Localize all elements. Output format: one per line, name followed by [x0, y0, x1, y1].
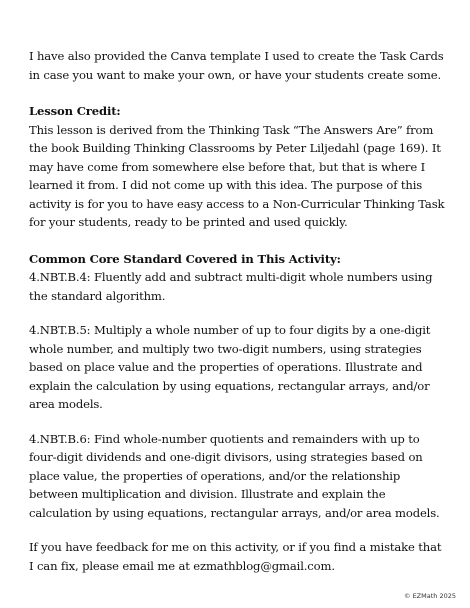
lesson-credit-paragraph: This lesson is derived from the Thinking Task “The Answers Are” from the book Building Thinking Classrooms by Peter Liljedahl (page 169). It may have come from somewhere else before that, but that is where I learned it from. I did not come up with this idea. The purpose of this activity is for you to have easy access to a Non-Curricular Thinking Task for your students, ready to be printed and used quickly. — [29, 122, 445, 229]
standard-4-nbt-b-4: 4.NBT.B.4: Fluently add and subtract multi-digit whole numbers using the standard algorithm. — [29, 270, 433, 303]
document-page — [29, 47, 445, 575]
standard-4-nbt-b-6: 4.NBT.B.6: Find whole-number quotients and remainders with up to four-digit dividends and one-digit divisors, using strategies based on place value, the properties of operations, and/or the relationship between multiplication and division. Illustrate and explain the calculation by using equations, rectangular arrays, and/or area models. — [29, 431, 440, 520]
standards-heading: Common Core Standard Covered in This Activity: — [29, 251, 341, 266]
lesson-credit-heading: Lesson Credit: — [29, 104, 121, 118]
copyright-footer: © EZMath 2025 — [404, 592, 456, 600]
standard-4-nbt-b-5: 4.NBT.B.5: Multiply a whole number of up to four digits by a one-digit whole number, and multiply two two-digit numbers, using strategies based on place value and the properties of operations. Illustrate and explain the calculation by using equations, rectangular arrays, and/or area models. — [29, 323, 431, 411]
intro-paragraph: I have also provided the Canva template I used to create the Task Cards in case you want to make your own, or have your students create some. — [29, 49, 444, 82]
feedback-paragraph: If you have feedback for me on this activity, or if you find a mistake that I can fix, please email me at ezmathblog@gmail.com. — [29, 540, 442, 573]
